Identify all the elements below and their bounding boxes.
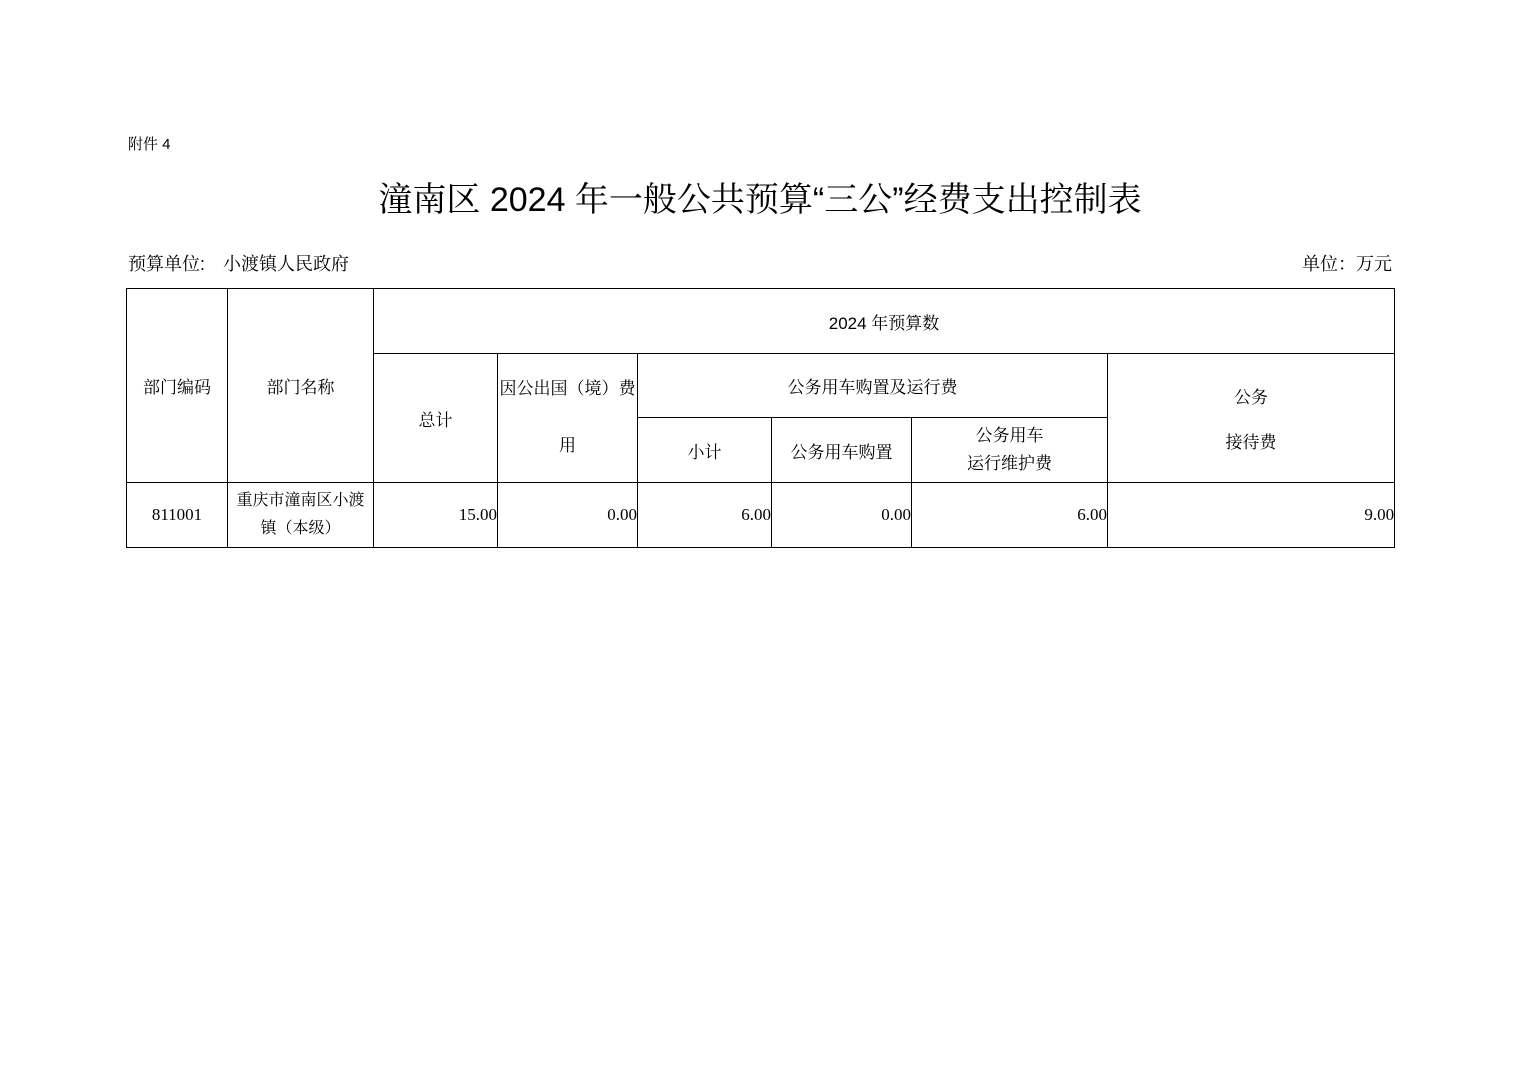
header-dept-code: 部门编码	[127, 289, 228, 483]
header-vehicle-operation	[912, 418, 1108, 483]
cell-abroad: 0.00	[498, 483, 638, 548]
header-reception-line2: 接待费	[1225, 433, 1277, 452]
cell-dept-name-line1: 重庆市潼南区小渡	[236, 492, 365, 509]
header-reception	[1108, 354, 1395, 483]
header-vehicle-subtotal: 小计	[638, 418, 772, 483]
header-abroad-line2: 用	[559, 436, 576, 455]
cell-vehicle-purchase: 0.00	[772, 483, 912, 548]
cell-vehicle-subtotal: 6.00	[638, 483, 772, 548]
cell-dept-code: 811001	[127, 483, 228, 548]
header-vehicle-group: 公务用车购置及运行费	[638, 354, 1108, 418]
header-vehicle-operation-line2: 运行维护费	[967, 454, 1052, 473]
cell-vehicle-operation: 6.00	[912, 483, 1108, 548]
header-budget-year: 2024 年预算数	[374, 289, 1395, 354]
header-vehicle-operation-line1: 公务用车	[975, 426, 1044, 445]
header-vehicle-purchase: 公务用车购置	[772, 418, 912, 483]
header-row-1	[127, 289, 1395, 354]
currency-unit: 单位：万元	[1302, 254, 1392, 274]
header-abroad-line1: 因公出国（境）费	[499, 379, 636, 398]
cell-dept-name	[228, 483, 374, 548]
budget-unit-name: 小渡镇人民政府	[223, 254, 350, 274]
table-row	[127, 483, 1395, 548]
budget-table	[126, 288, 1395, 548]
header-abroad	[498, 354, 638, 483]
budget-unit-label: 预算单位:	[128, 254, 206, 274]
budget-unit-line	[128, 250, 349, 276]
attachment-label: 附件 4	[128, 136, 171, 153]
cell-reception: 9.00	[1108, 483, 1395, 548]
cell-total: 15.00	[374, 483, 498, 548]
header-dept-name: 部门名称	[228, 289, 374, 483]
page-title: 潼南区 2024 年一般公共预算“三公”经费支出控制表	[378, 181, 1142, 219]
header-total: 总计	[374, 354, 498, 483]
header-reception-line1: 公务	[1234, 388, 1269, 407]
cell-dept-name-line2: 镇（本级）	[260, 520, 341, 537]
